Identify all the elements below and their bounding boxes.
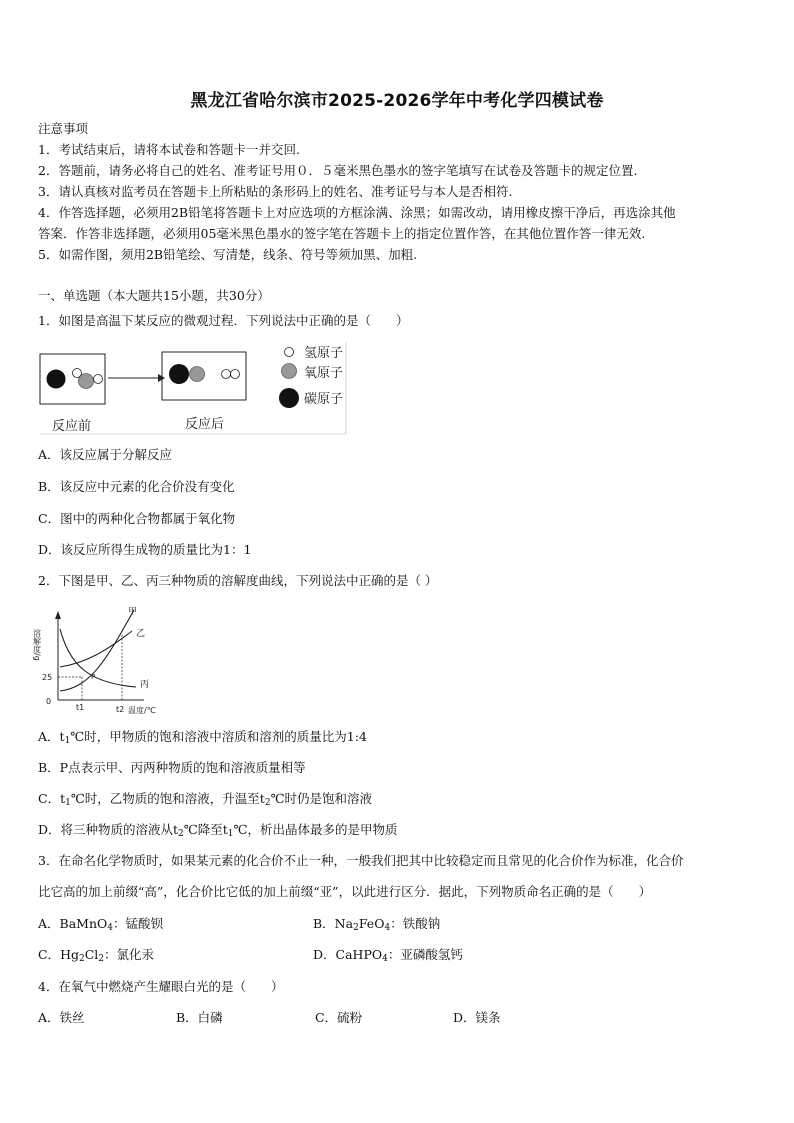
- curve-jia: [60, 610, 134, 691]
- q1-stem: 1．如图是高温下某反应的微观过程．下列说法中正确的是（ ）: [38, 313, 409, 328]
- curve-yi: [60, 631, 132, 667]
- q2-option-a: A．$t_1℃$时，甲物质的饱和溶液中溶质和溶剂的质量比为1:4: [38, 729, 367, 746]
- oxygen-atom-icon: [79, 374, 94, 389]
- q3-stem-line2: 比它高的加上前缀“高”，化合价比它低的加上前缀“亚”，以此进行区分．据此，下列物质命名正确的是（ ）: [38, 884, 652, 899]
- curve-bing-label: 丙: [140, 680, 150, 690]
- q2-option-d: D．将三种物质的溶液从$t_2℃$降至$t_1℃$，析出晶体最多的是甲物质: [38, 822, 398, 839]
- section-heading: 一、单选题（本大题共15小题，共30分）: [38, 288, 270, 303]
- q1-option-d: D．该反应所得生成物的质量比为1：1: [38, 542, 252, 557]
- graph-ylabel: 溶解度/g: [32, 629, 42, 661]
- hydrogen-atom-icon: [94, 375, 103, 384]
- notice-4: 4．作答选择题，必须用2B铅笔将答题卡上对应选项的方框涂满、涂黑；如需改动，请用橡皮擦干净后，再选涂其他: [38, 205, 676, 220]
- legend-oxygen-icon: [282, 364, 297, 379]
- after-label: 反应后: [185, 417, 225, 432]
- notice-3: 3．请认真核对监考员在答题卡上所粘贴的条形码上的姓名、准考证号与本人是否相符.: [38, 184, 513, 199]
- reaction-diagram: [38, 341, 348, 435]
- q4-option-b: B．白磷: [176, 1010, 223, 1025]
- q2-option-c: C．$t_1℃$时，乙物质的饱和溶液，升温至$t_2℃$时仍是饱和溶液: [38, 791, 373, 808]
- carbon-atom-icon: [169, 364, 189, 384]
- point-p-label: P: [91, 673, 96, 681]
- origin-label: 0: [46, 697, 52, 706]
- hydrogen-atom-icon: [222, 370, 231, 379]
- notice-heading: 注意事项: [38, 121, 89, 136]
- page-title: 黑龙江省哈尔滨市2025-2026学年中考化学四模试卷: [190, 91, 604, 111]
- legend-carbon-icon: [279, 388, 299, 408]
- notice-1: 1．考试结束后，请将本试卷和答题卡一并交回.: [38, 142, 300, 157]
- q4-option-c: C．硫粉: [315, 1010, 363, 1025]
- q3-option-c: C．$Hg_2Cl_2$：氯化汞: [38, 947, 155, 964]
- x-axis-label: 温度/℃: [128, 706, 156, 715]
- carbon-atom-icon: [47, 370, 66, 389]
- q2-stem: 2．下图是甲、乙、丙三种物质的溶解度曲线，下列说法中正确的是（ ）: [38, 573, 438, 588]
- q1-option-c: C．图中的两种化合物都属于氧化物: [38, 511, 236, 526]
- legend-carbon-label: 碳原子: [304, 392, 344, 407]
- hydrogen-atom-icon: [231, 370, 240, 379]
- oxygen-atom-icon: [190, 367, 205, 382]
- notice-2: 2．答题前，请务必将自己的姓名、准考证号用０．５毫米黑色墨水的签字笔填写在试卷及答题卡的规定位置.: [38, 163, 638, 178]
- t1-label: t1: [76, 703, 85, 712]
- q3-option-b: B．$Na_2FeO_4$：铁酸钠: [313, 916, 441, 933]
- t2-label: t2: [116, 705, 125, 714]
- y-tick-25: 25: [42, 673, 53, 682]
- legend-hydrogen-icon: [285, 348, 294, 357]
- q1-option-a: A．该反应属于分解反应: [38, 447, 173, 462]
- q2-option-b: B．P点表示甲、丙两种物质的饱和溶液质量相等: [38, 760, 306, 775]
- q1-option-b: B．该反应中元素的化合价没有变化: [38, 479, 235, 494]
- curve-yi-label: 乙: [136, 629, 146, 639]
- q4-option-a: A．铁丝: [38, 1010, 85, 1025]
- q3-option-a: A．BaMnO$_4$：锰酸钡: [38, 916, 164, 933]
- q3-stem-line1: 3．在命名化学物质时，如果某元素的化合价不止一种，一般我们把其中比较稳定而且常见的化合价作为标准，化合价: [38, 853, 684, 868]
- q4-option-d: D．镁条: [453, 1010, 501, 1025]
- solubility-graph: [32, 605, 156, 715]
- legend-hydrogen-label: 氢原子: [304, 346, 344, 361]
- notice-5: 5．如需作图，须用2B铅笔绘、写清楚，线条、符号等须加黑、加粗.: [38, 247, 418, 262]
- q3-option-d: D．CaHPO$_4$：亚磷酸氢钙: [313, 947, 463, 964]
- notice-4-cont: 答案．作答非选择题，必须用05毫米黑色墨水的签字笔在答题卡上的指定位置作答，在其他位置作答一律无效.: [38, 226, 646, 241]
- before-label: 反应前: [52, 419, 92, 434]
- legend-oxygen-label: 氧原子: [304, 366, 344, 381]
- curve-bing: [60, 629, 136, 687]
- curve-jia-label: 甲: [128, 607, 138, 617]
- q4-stem: 4．在氧气中燃烧产生耀眼白光的是（ ）: [38, 979, 284, 994]
